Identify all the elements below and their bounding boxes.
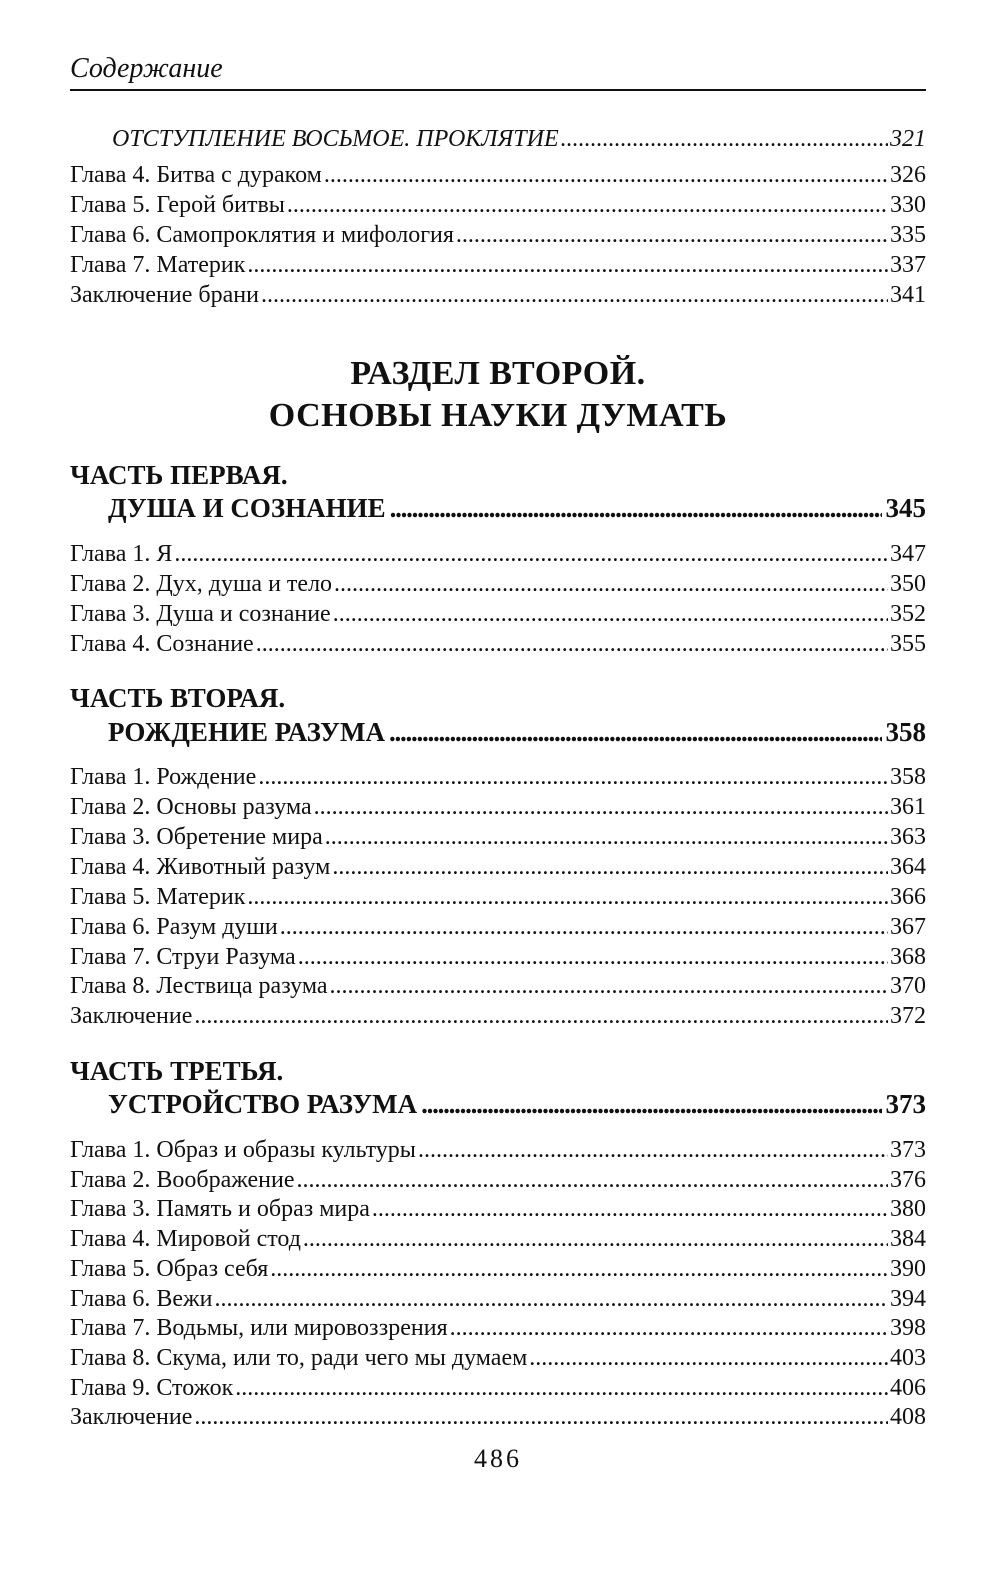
- toc-entry-page: 330: [890, 192, 926, 218]
- toc-entry-title: Глава 3. Память и образ мира: [70, 1196, 370, 1222]
- toc-entry-page: 368: [890, 944, 926, 970]
- part-title: УСТРОЙСТВО РАЗУМА: [108, 1089, 418, 1119]
- dot-leader: [324, 160, 888, 190]
- dot-leader: [261, 280, 888, 310]
- toc-entry-page: 363: [890, 824, 926, 850]
- toc-entry: [70, 912, 926, 942]
- section-title-line-1: РАЗДЕЛ ВТОРОЙ.: [350, 355, 646, 392]
- dot-leader: [270, 1254, 888, 1284]
- dot-leader: [256, 629, 888, 659]
- dot-leader: [421, 1085, 881, 1123]
- toc-entry-title: Глава 1. Образ и образы культуры: [70, 1137, 416, 1163]
- part-page: 358: [885, 717, 926, 747]
- toc-entry-page: 370: [890, 973, 926, 999]
- toc-entry-title: Заключение: [70, 1003, 193, 1029]
- toc-entry: [70, 942, 926, 972]
- toc-entry: [70, 1313, 926, 1343]
- part-title: ДУША И СОЗНАНИЕ: [108, 493, 386, 523]
- toc-entry: [70, 971, 926, 1001]
- dot-leader: [214, 1284, 888, 1314]
- toc-entry: [70, 539, 926, 569]
- toc-entry: [70, 852, 926, 882]
- toc-entry: [70, 1402, 926, 1432]
- toc-entry-page: 364: [890, 854, 926, 880]
- part-title-row: [108, 713, 926, 751]
- toc-entry-page: 408: [890, 1404, 926, 1430]
- toc-entry: [70, 190, 926, 220]
- part-title: РОЖДЕНИЕ РАЗУМА: [108, 717, 385, 747]
- toc-entry-page: 403: [890, 1345, 926, 1371]
- part-page: 345: [885, 493, 926, 523]
- page-number: 486: [474, 1444, 522, 1473]
- part-heading: ЧАСТЬ ВТОРАЯ.: [70, 683, 286, 713]
- toc-entry: [70, 280, 926, 310]
- toc-entry-title: Глава 2. Дух, душа и тело: [70, 571, 333, 597]
- toc-entry-title: Глава 1. Рождение: [70, 764, 257, 790]
- dot-leader: [287, 190, 888, 220]
- toc-entry-page: 358: [890, 764, 926, 790]
- toc-entry-title: Глава 8. Лествица разума: [70, 973, 328, 999]
- dot-leader: [450, 1313, 888, 1343]
- toc-entry-title: Глава 8. Скума, или то, ради чего мы думаем: [70, 1345, 528, 1371]
- dot-leader: [194, 1402, 888, 1432]
- dot-leader: [297, 1165, 889, 1195]
- toc-entry: [70, 1284, 926, 1314]
- toc-entry-page: 372: [890, 1003, 926, 1029]
- dot-leader: [174, 539, 888, 569]
- toc-entry-title: Глава 5. Материк: [70, 884, 246, 910]
- dot-leader: [194, 1001, 888, 1031]
- toc-entry: [70, 762, 926, 792]
- toc-entry-page: 321: [890, 126, 926, 152]
- toc-entry-title: Глава 5. Герой битвы: [70, 192, 285, 218]
- toc-entry-title: Глава 4. Сознание: [70, 631, 254, 657]
- dot-leader: [332, 852, 888, 882]
- dot-leader: [372, 1194, 888, 1224]
- dot-leader: [418, 1135, 888, 1165]
- toc-entry-title: Глава 2. Воображение: [70, 1167, 295, 1193]
- toc-entry-page: 373: [890, 1137, 926, 1163]
- toc-entry: [70, 569, 926, 599]
- toc-entry-page: 380: [890, 1196, 926, 1222]
- toc-entry: [70, 1135, 926, 1165]
- toc-entry-page: 352: [890, 601, 926, 627]
- toc-entry-page: 394: [890, 1286, 926, 1312]
- dot-leader: [303, 1224, 888, 1254]
- dot-leader: [334, 569, 888, 599]
- dot-leader: [529, 1343, 888, 1373]
- dot-leader: [456, 220, 888, 250]
- toc-entry-title: Глава 4. Битва с дураком: [70, 162, 322, 188]
- toc-entry-page: 406: [890, 1375, 926, 1401]
- toc-digression: [70, 124, 926, 154]
- toc-entry-title: Глава 5. Образ себя: [70, 1256, 269, 1282]
- dot-leader: [298, 942, 888, 972]
- toc-entry-title: Глава 3. Обретение мира: [70, 824, 323, 850]
- toc-entry-page: 376: [890, 1167, 926, 1193]
- running-head: Содержание: [70, 53, 223, 84]
- toc-entry-title: Глава 1. Я: [70, 541, 173, 567]
- part-heading: ЧАСТЬ ТРЕТЬЯ.: [70, 1056, 284, 1086]
- toc-entry-title: Глава 7. Материк: [70, 252, 246, 278]
- toc-entry: [70, 160, 926, 190]
- section-title-line-2: ОСНОВЫ НАУКИ ДУМАТЬ: [268, 397, 728, 434]
- toc-entry: [70, 250, 926, 280]
- toc-entry-title: Глава 4. Мировой стод: [70, 1226, 301, 1252]
- toc-entry-page: 384: [890, 1226, 926, 1252]
- toc-entry-title: Глава 3. Душа и сознание: [70, 601, 331, 627]
- dot-leader: [333, 599, 888, 629]
- dot-leader: [561, 124, 888, 154]
- toc-entry: [70, 792, 926, 822]
- toc-entry-page: 341: [890, 282, 926, 308]
- toc-entry: [70, 882, 926, 912]
- dot-leader: [247, 882, 888, 912]
- toc-entry-page: 355: [890, 631, 926, 657]
- dot-leader: [325, 822, 888, 852]
- dot-leader: [330, 971, 888, 1001]
- dot-leader: [389, 713, 882, 751]
- part-title-row: [108, 1085, 926, 1123]
- toc-entry-title: Глава 9. Стожок: [70, 1375, 234, 1401]
- toc-entry-title: Глава 7. Водьмы, или мировоззрения: [70, 1315, 448, 1341]
- part-heading: ЧАСТЬ ПЕРВАЯ.: [70, 460, 288, 490]
- toc-entry-page: 335: [890, 222, 926, 248]
- toc-entry-title: Глава 4. Животный разум: [70, 854, 331, 880]
- toc-entry-title: Заключение: [70, 1404, 193, 1430]
- dot-leader: [258, 762, 888, 792]
- toc-entry-title: Глава 7. Струи Разума: [70, 944, 296, 970]
- toc-entry-title: Глава 6. Вежи: [70, 1286, 213, 1312]
- toc-entry-page: 367: [890, 914, 926, 940]
- toc-entry: [70, 1254, 926, 1284]
- header-rule: [70, 89, 926, 91]
- toc-entry: [70, 1165, 926, 1195]
- dot-leader: [314, 792, 888, 822]
- toc-entry-page: 361: [890, 794, 926, 820]
- toc-entry: [70, 1001, 926, 1031]
- toc-entry: [70, 1224, 926, 1254]
- dot-leader: [280, 912, 888, 942]
- toc-entry-title: Заключение брани: [70, 282, 259, 308]
- toc-entry: [70, 1194, 926, 1224]
- toc-entry: [70, 599, 926, 629]
- toc-entry-page: 326: [890, 162, 926, 188]
- toc-entry-page: 337: [890, 252, 926, 278]
- part-title-row: [108, 489, 926, 527]
- toc-entry-title: Глава 6. Самопроклятия и мифология: [70, 222, 454, 248]
- toc-entry: [70, 220, 926, 250]
- toc-entry: [70, 1343, 926, 1373]
- toc-entry: [70, 629, 926, 659]
- toc-entry-title: Глава 6. Разум души: [70, 914, 278, 940]
- toc-entry-page: 398: [890, 1315, 926, 1341]
- toc-entry-page: 350: [890, 571, 926, 597]
- part-page: 373: [885, 1089, 926, 1119]
- toc-entry: [70, 1373, 926, 1403]
- dot-leader: [390, 489, 882, 527]
- toc-entry-page: 366: [890, 884, 926, 910]
- toc-entry: [70, 822, 926, 852]
- dot-leader: [235, 1373, 888, 1403]
- toc-entry-title: ОТСТУПЛЕНИЕ ВОСЬМОЕ. ПРОКЛЯТИЕ: [112, 126, 559, 152]
- toc-entry-title: Глава 2. Основы разума: [70, 794, 312, 820]
- toc-entry-page: 347: [890, 541, 926, 567]
- dot-leader: [247, 250, 888, 280]
- toc-entry-page: 390: [890, 1256, 926, 1282]
